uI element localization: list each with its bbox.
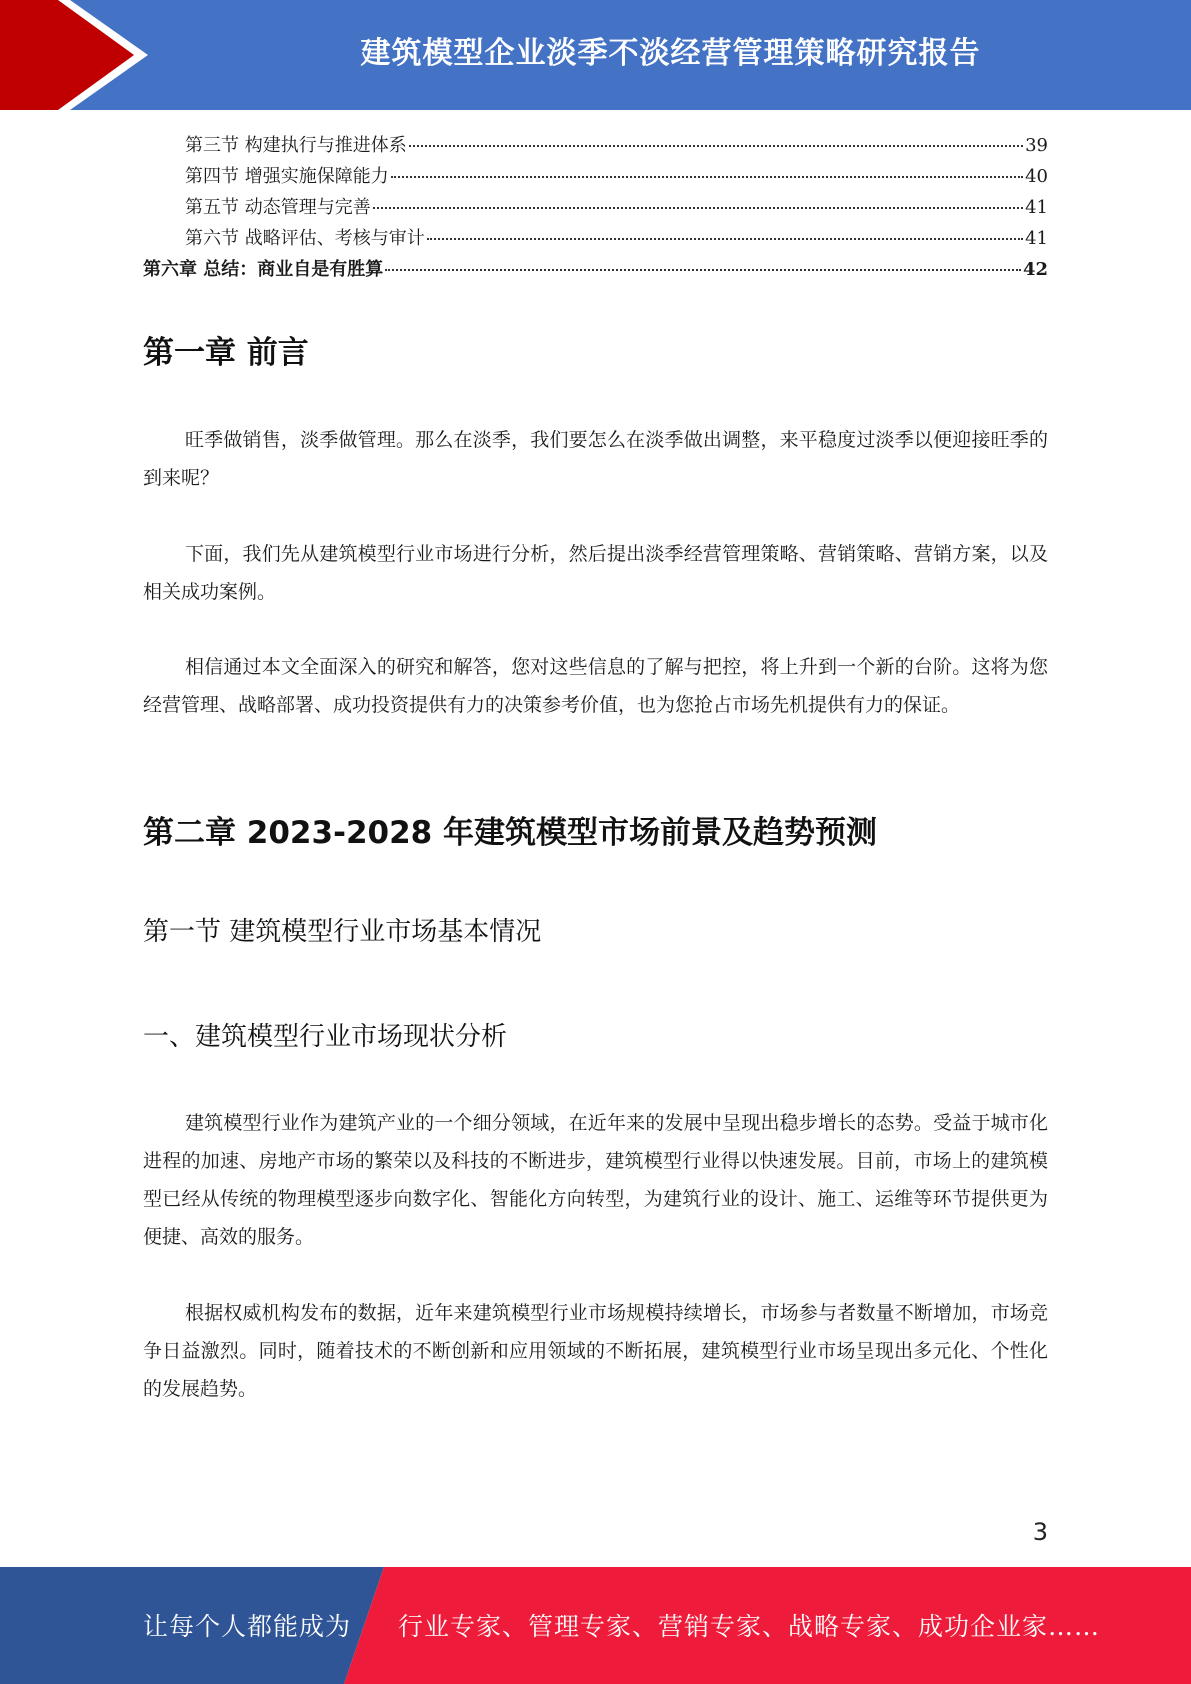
toc-leader-dots: [409, 144, 1023, 147]
paragraph-5: 根据权威机构发布的数据，近年来建筑模型行业市场规模持续增长，市场参与者数量不断增加，市场竞争日益激烈。同时，随着技术的不断创新和应用领域的不断拓展，建筑模型行业市场呈现出多元化、个性化的发展趋势。: [143, 1302, 1048, 1400]
paragraph-4: 建筑模型行业作为建筑产业的一个细分领域，在近年来的发展中呈现出稳步增长的态势。受益于城市化进程的加速、房地产市场的繁荣以及科技的不断进步，建筑模型行业得以快速发展。目前，市场上的建筑模型已经从传统的物理模型逐步向数字化、智能化方向转型，为建筑行业的设计、施工、运维等环节提供更为便捷、高效的服务。: [143, 1112, 1048, 1248]
table-of-contents: [143, 130, 1048, 285]
toc-leader-dots: [427, 237, 1023, 240]
toc-leader-dots: [373, 206, 1023, 209]
toc-entry-page: 40: [1025, 166, 1048, 187]
toc-leader-dots: [391, 175, 1023, 178]
toc-entry[interactable]: [143, 130, 1048, 161]
toc-entry[interactable]: [143, 192, 1048, 223]
toc-entry-page: 41: [1025, 228, 1048, 249]
page-header: [0, 0, 1191, 110]
paragraph-3: 相信通过本文全面深入的研究和解答，您对这些信息的了解与把控，将上升到一个新的台阶。这将为您经营管理、战略部署、成功投资提供有力的决策参考价值，也为您抢占市场先机提供有力的保证。: [143, 656, 1048, 716]
chapter-2-heading: 第二章 2023-2028 年建筑模型市场前景及趋势预测: [143, 815, 878, 851]
toc-entry-label: 第四节 增强实施保障能力: [185, 166, 389, 187]
toc-entry-label: 第五节 动态管理与完善: [185, 197, 371, 218]
section-1-heading: 第一节 建筑模型行业市场基本情况: [143, 917, 542, 947]
toc-entry-page: 41: [1025, 197, 1048, 218]
toc-entry-page: 42: [1022, 259, 1048, 280]
page-number: 3: [1032, 1518, 1048, 1546]
paragraph-1: 旺季做销售，淡季做管理。那么在淡季，我们要怎么在淡季做出调整，来平稳度过淡季以便迎接旺季的到来呢？: [143, 429, 1048, 489]
toc-entry-page: 39: [1025, 135, 1048, 156]
toc-entry-label: 第六章 总结：商业自是有胜算: [143, 259, 384, 280]
toc-entry[interactable]: [143, 223, 1048, 254]
toc-entry[interactable]: [143, 161, 1048, 192]
subsection-1-heading: 一、建筑模型行业市场现状分析: [143, 1022, 508, 1052]
toc-leader-dots: [385, 268, 1021, 271]
paragraph-2: 下面，我们先从建筑模型行业市场进行分析，然后提出淡季经营管理策略、营销策略、营销方案，以及相关成功案例。: [143, 543, 1048, 603]
toc-entry-chapter[interactable]: [143, 254, 1048, 285]
toc-entry-label: 第三节 构建执行与推进体系: [185, 135, 407, 156]
toc-entry-label: 第六节 战略评估、考核与审计: [185, 228, 425, 249]
report-title: 建筑模型企业淡季不淡经营管理策略研究报告: [360, 36, 981, 71]
header-arrow-decoration: [0, 0, 160, 110]
page-footer: [0, 1567, 1191, 1684]
footer-slogan-right: 行业专家、管理专家、营销专家、战略专家、成功企业家……: [398, 1612, 1101, 1641]
footer-slogan-left: 让每个人都能成为: [143, 1612, 352, 1641]
chapter-1-heading: 第一章 前言: [143, 335, 309, 371]
